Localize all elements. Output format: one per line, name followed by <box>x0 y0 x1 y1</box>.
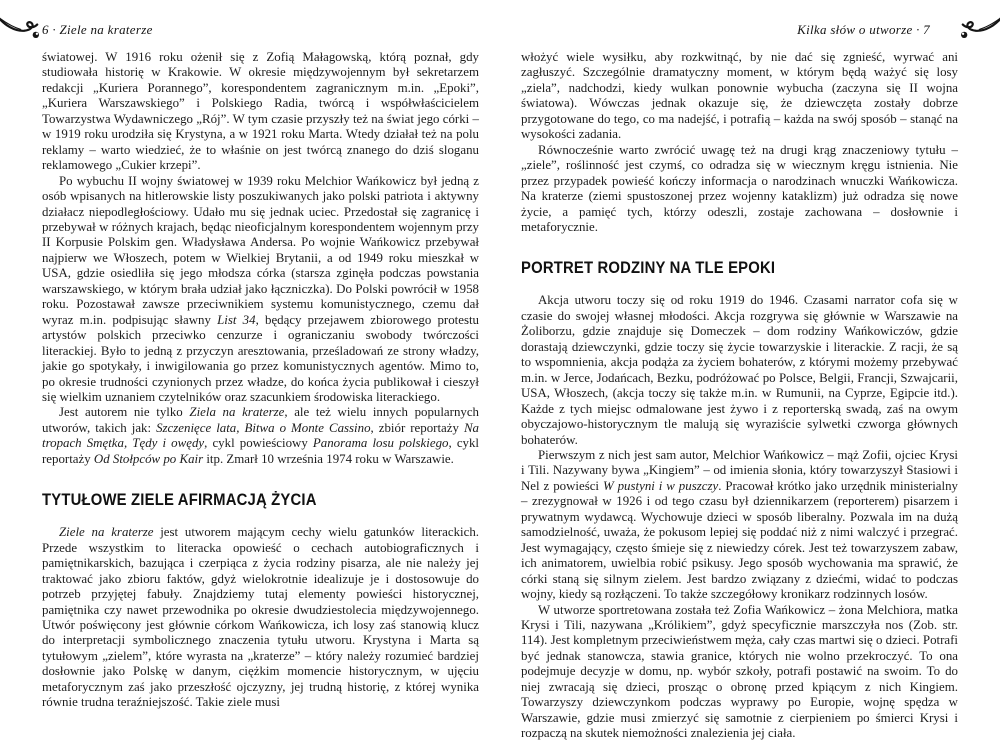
page-left <box>0 0 500 710</box>
italic-text-run: Ziele na kraterze <box>59 525 154 540</box>
paragraph <box>42 405 479 467</box>
text-run: , ale też wielu innych popularnych utworów, takich jak: <box>42 405 480 435</box>
flourish-ornament-right <box>958 15 1000 41</box>
section-heading: TYTUŁOWE ZIELE AFIRMACJĄ ŻYCIA <box>42 491 317 510</box>
text-run: itp. Zmarł 10 września 1974 roku w Warszawie. <box>203 451 454 466</box>
page-right-body <box>521 50 958 742</box>
text-run: Akcja utworu toczy się od roku 1919 do 1946. Czasami narrator cofa się w czasie do swojej własnej młodości. Akcja rozgrywa się głównie w Warszawie na Żoliborzu, gdzie znajduje się Domeczek – dom rodziny Wańkowiczów, gdzie dorastają dziewczynki, gdzie toczy się życie towarzyskie i literackie. Z racji, że są to wspomnienia, akcja podąża za życiem bohaterów, z którymi możemy przebywać m.in. w Jerce, Jodańcach, Bezku, podróżować po Polsce, Belgii, Francji, Szwajcarii, USA, Włoszech, (akcja toczy się także m.in. w Rumunii, na Cyprze, Egipcie itd.). Każde z tych miejsc odmalowane jest żywo i z reporterską swadą, zaś na owym obyczajowo-historycznym tle malują się wyraziście sylwetki czworga głównych bohaterów. <box>521 293 958 447</box>
paragraph <box>521 293 958 448</box>
section-heading: PORTRET RODZINY NA TLE EPOKI <box>521 259 776 278</box>
italic-text-run: Panorama losu polskiego <box>312 436 449 451</box>
italic-text-run: Ziela na kraterze <box>189 405 285 420</box>
text-run: , cykl reportaży <box>42 436 480 466</box>
text-run: , cykl powieściowy <box>204 436 313 451</box>
page-right <box>500 0 1000 741</box>
text-run: światowej. W 1916 roku ożenił się z Zofią Małagowską, którą poznał, gdy studiowała historię w Krakowie. W okresie międzywojennym był sekretarzem redakcji „Kuriera Porannego”, korespondentem zagranicznym m.in. „Epoki”, „Kuriera Warszawskiego” i Polskiego Radia, twórcą i współwłaścicielem Towarzystwa Wydawniczego „Rój”. W tym czasie przyszły też na świat jego córki – w 1919 roku urodziła się Krystyna, a w 1921 roku Marta. Wtedy działał też na polu reklamy – warto wiedzieć, że to właśnie on jest twórcą znanego do dziś sloganu reklamowego „Cukier krzepi”. <box>42 50 479 173</box>
paragraph <box>521 603 958 742</box>
running-head-left: 6 · Ziele na kraterze <box>42 22 153 37</box>
italic-text-run: List 34 <box>217 312 256 327</box>
text-run: jest utworem mającym cechy wielu gatunków literackich. Przede wszystkim to literacka opowieść o cechach autobiograficznych i pamiętnikarskich, bazująca i czerpiąca z życia rodziny pisarza, ale nie należy jej traktować jako zbioru faktów, gdyż wielokrotnie idealizuje je i dostosowuje do potrzeb przyjętej fabuły. Znajdziemy tutaj elementy powieści historycznej, pamiętnika czy nawet przewodnika po okresie dwudziestolecia międzywojennego. Utwór poświęcony jest głównie córkom Wańkowicza, ich losy zaś stanowią klucz do interpretacji symbolicznego znaczenia tytułu utworu. Krystyna i Marta są tytułowym „zielem”, które wyrasta na „kraterze” – który należy rozumieć bardziej dosłownie jako Polskę w danym, ciężkim momencie historycznym, w ujęciu metaforycznym zaś jako przeszłość ojczyzny, jej trudną historię, z której wynika równie trudna teraźniejszość. Takie ziele musi <box>42 525 479 710</box>
flourish-ornament-left <box>0 15 42 41</box>
text-run: włożyć wiele wysiłku, aby rozkwitnąć, by nie dać się zgnieść, wyrwać ani zagłuszyć. Szczególnie dramatyczny moment, w którym będą ważyć się losy „ziela”, nadchodzi, kiedy wulkan ponownie wybucha (zaczyna się II wojna światowa). Wówczas jednak okazuje się, że dziewczęta zostały dobrze przygotowane do tego, co ma nadejść, i potrafią – każda na swój sposób – stanąć na wysokości zadania. <box>521 50 958 142</box>
italic-text-run: Na tropach Smętka, Tędy i owędy <box>42 420 479 451</box>
paragraph <box>521 448 958 603</box>
paragraph <box>42 50 479 174</box>
text-run: , zbiór reportaży <box>370 420 464 435</box>
running-head-right: Kilka słów o utworze · 7 <box>797 22 930 37</box>
paragraph <box>521 143 958 236</box>
italic-text-run: Od Stołpców po Kair <box>93 451 204 466</box>
text-run: Równocześnie warto zwrócić uwagę też na drugi krąg znaczeniowy tytułu – „ziele”, roślinność jest czymś, co odradza się w wiecznym kręgu istnienia. Nie przez przypadek powieść kończy informacja o narodzinach wnuczki Wańkowicza. Na kraterze (ziemi spustoszonej przez wojenny kataklizm) już odradza się nowe życie, a pamięć tych, którzy odeszli, zostaje zachowana – dosłownie i metaforycznie. <box>521 142 958 234</box>
text-run: . Pracował krótko jako urzędnik ministerialny – zrezygnował w 1926 i od tego czasu był dziennikarzem (reporterem) pisarzem i prywatnym wydawcą. Wychowuje dzieci w sposób liberalny. Pozwala im na dużą samodzielność, uważa, że pokusom lepiej się poddać niż z nimi walczyć i przegrać. Jest wymagający, często śmieje się z niewiedzy córek. Jest też towarzyszem zabaw, ich animatorem, uwielbia robić psikusy. Jego sposób wychowania ma sprawić, że córki staną się silnym zielem. Jest bardzo związany z dziećmi, widać to podczas wojny, kiedy są rozłączeni. To także szczegółowy kronikarz rodzinnych losów. <box>521 478 958 602</box>
italic-text-run: W pustyni i w puszczy <box>602 478 719 493</box>
paragraph <box>42 525 479 710</box>
text-run: Pierwszym z nich jest sam autor, Melchior Wańkowicz – mąż Zofii, ojciec Krysi i Tili. Nazywany bywa „Kingiem” – od imienia słonia, który towarzyszył Stasiowi i Nel z powieści <box>521 447 958 493</box>
paragraph <box>521 50 958 143</box>
text-run: W utworze sportretowana została też Zofia Wańkowicz – żona Melchiora, matka Krysi i Tili, nazywana „Królikiem”, gdyż specyficznie marszczyła nos (Zob. str. 114). Jest kompletnym przeciwieństwem męża, cały czas martwi się o dzieci. Potrafi być jednak stanowcza, stawia granice, których nie wolno przekroczyć. To ona podejmuje decyzje w domu, np. wybór szkoły, potrafi postawić na swoim. To do niej zwracają się dzieci, prosząc o obronę przed kpiącym z nich Kingiem. Towarzyszy dziewczynkom podczas wyprawy po Europie, wojnę spędza w Warszawie, gdzie musi zmierzyć się samotnie z cierpieniem po śmierci Krysi i rozpaczą na skutek niemożności znalezienia jej ciała. <box>521 602 958 741</box>
paragraph <box>42 174 479 406</box>
text-run: , będący przejawem zbiorowego protestu artystów polskich przeciwko cenzurze i ograniczaniu swobody twórczości literackiej. Było to jedną z przyczyn aresztowania, prześladowań ze strony władzy, jakie go spotykały, i inwigilowania go przez komunistycznych agentów. Mimo to, po okresie trudności czynionych przez władze, do końca życia publikował i cieszył się wielkim uznaniem czytelników oraz szacunkiem środowiska literackiego. <box>42 312 479 404</box>
italic-text-run: Szczenięce lata, Bitwa o Monte Cassino <box>156 420 371 435</box>
page-left-body <box>42 50 479 711</box>
text-run: Po wybuchu II wojny światowej w 1939 roku Melchior Wańkowicz był jedną z osób wpisanych na hitlerowskie listy poszukiwanych jako polski patriota i aktywny działacz niepodległościowy. Udało mu się jednak uciec. Przedostał się zagranicę i przebywał w różnych krajach, będąc nieoficjalnym korespondentem wojennym przy II Korpusie Polskim gen. Władysława Andersa. Po wojnie Wańkowicz przebywał najpierw we Włoszech, potem w Wielkiej Brytanii, a od 1949 roku mieszkał w USA, gdzie osiedliła się jego młodsza córka (starsza zginęła podczas powstania warszawskiego, w którym brała udział jako łączniczka). Do Polski powrócił w 1958 roku. Pozostawał zawsze przeciwnikiem systemu komunistycznego, czemu dał wyraz m.in. podpisując sławny <box>42 173 479 327</box>
text-run: Jest autorem nie tylko <box>59 405 190 420</box>
